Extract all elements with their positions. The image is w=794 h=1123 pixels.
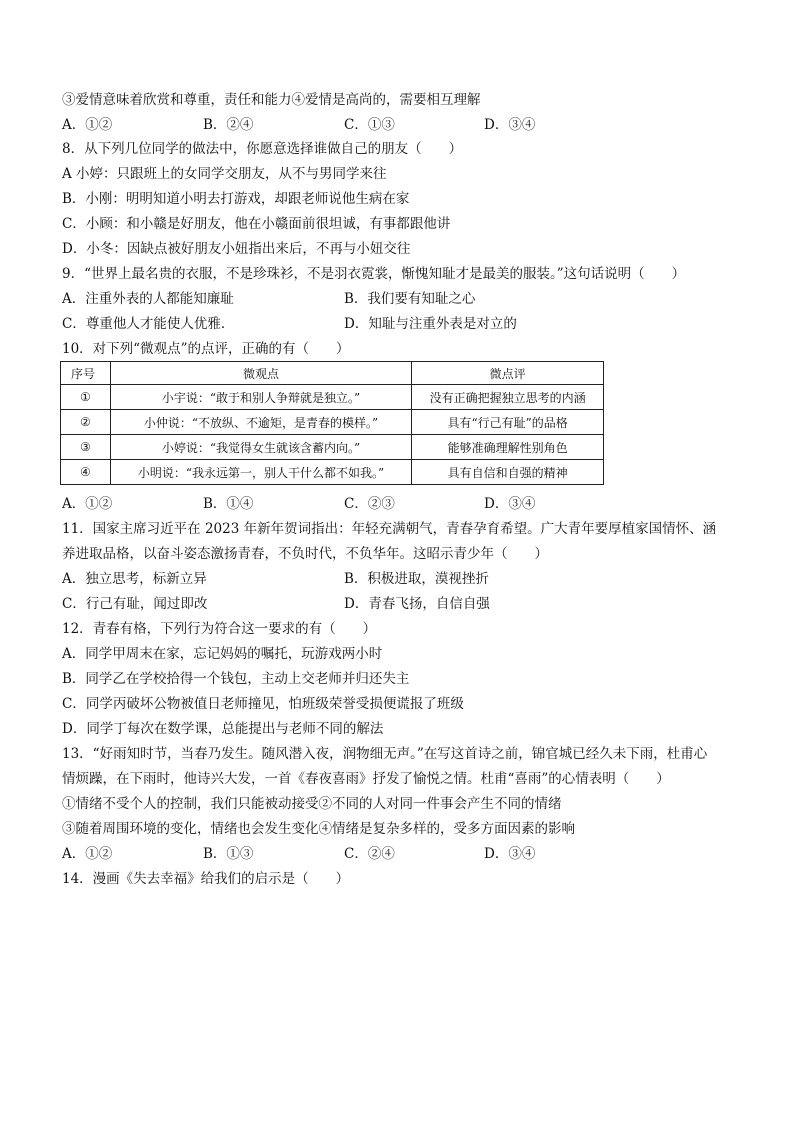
q9-stem: 9．“世界上最名贵的衣服，不是珍珠衫，不是羽衣霓裳，惭愧知耻才是最美的服装。”这句话说明（ ）: [62, 266, 686, 282]
q10-stem: 10．对下列“微观点”的点评，正确的有（ ）: [62, 341, 350, 357]
row-comment: 具有“行己有耻”的品格: [412, 410, 604, 435]
q9-option-c: C．尊重他人才能使人优雅．: [62, 316, 235, 332]
q13-option-a: A．①②: [62, 846, 113, 862]
q10-option-c: C．②③: [344, 496, 395, 512]
q7-statements: ③爱情意味着欣赏和尊重，责任和能力④爱情是高尚的，需要相互理解: [62, 92, 481, 108]
table-row: [61, 385, 604, 410]
q14-stem: 14．漫画《失去幸福》给我们的启示是（ ）: [62, 871, 350, 887]
row-comment: 没有正确把握独立思考的内涵: [412, 385, 604, 410]
q13-option-b: B．①③: [203, 846, 254, 862]
q13-stem-line1: 13．“好雨知时节，当春乃发生。随风潜入夜，润物细无声。”在写这首诗之前，锦官城已经久未下雨，杜甫心: [62, 746, 708, 762]
q11-option-d: D．青春飞扬，自信自强: [344, 596, 490, 612]
q13-statements-2: ③随着周围环境的变化，情绪也会发生变化④情绪是复杂多样的，受多方面因素的影响: [62, 821, 575, 837]
header-index: 序号: [61, 362, 111, 385]
row-index: ③: [61, 435, 111, 460]
table-row: [61, 460, 604, 485]
q8-option-b: B．小刚：明明知道小明去打游戏，却跟老师说他生病在家: [62, 191, 410, 207]
q7-option-d: D．③④: [484, 117, 536, 133]
row-index: ④: [61, 460, 111, 485]
q7-option-c: C．①③: [344, 117, 395, 133]
q9-option-d: D．知耻与注重外表是对立的: [344, 316, 517, 332]
q9-option-b: B．我们要有知耻之心: [344, 291, 476, 307]
q12-option-d: D．同学丁每次在数学课，总能提出与老师不同的解法: [62, 721, 384, 737]
q10-option-b: B．①④: [203, 496, 254, 512]
table-row: [61, 435, 604, 460]
q13-stem-line2: 情烦躁，在下雨时，他诗兴大发，一首《春夜喜雨》抒发了愉悦之情。杜甫“喜雨”的心情表明（ ）: [62, 771, 670, 787]
header-comment: 微点评: [412, 362, 604, 385]
q12-stem: 12．青春有格，下列行为符合这一要求的有（ ）: [62, 621, 377, 637]
q8-stem: 8．从下列几位同学的做法中，你愿意选择谁做自己的朋友（ ）: [62, 141, 463, 157]
q10-option-a: A．①②: [62, 496, 113, 512]
q12-option-c: C．同学丙破坏公物被值日老师撞见，怕班级荣誉受损便谎报了班级: [62, 696, 464, 712]
q8-option-c: C．小顾：和小赣是好朋友，他在小赣面前很坦诚，有事都跟他讲: [62, 216, 451, 232]
row-comment: 能够准确理解性别角色: [412, 435, 604, 460]
q8-option-a: A 小婷：只跟班上的女同学交朋友，从不与男同学来往: [62, 166, 387, 182]
row-index: ②: [61, 410, 111, 435]
header-viewpoint: 微观点: [110, 362, 411, 385]
q11-option-a: A．独立思考，标新立异: [62, 571, 207, 587]
row-index: ①: [61, 385, 111, 410]
q13-statements-1: ①情绪不受个人的控制，我们只能被动接受②不同的人对同一件事会产生不同的情绪: [62, 796, 562, 812]
row-viewpoint: 小宇说：“敢于和别人争辩就是独立。”: [110, 385, 411, 410]
q11-stem-line2: 养进取品格，以奋斗姿态激扬青春，不负时代，不负华年。这昭示青少年（ ）: [62, 546, 548, 562]
micro-viewpoint-table: [60, 361, 604, 485]
q13-option-d: D．③④: [484, 846, 536, 862]
q8-option-d: D．小冬：因缺点被好朋友小妞指出来后，不再与小妞交往: [62, 241, 411, 257]
row-viewpoint: 小婷说：“我觉得女生就该含蓄内向。”: [110, 435, 411, 460]
q13-option-c: C．②④: [344, 846, 395, 862]
q7-option-b: B．②④: [203, 117, 254, 133]
row-viewpoint: 小仲说：“不放纵、不逾矩，是青春的模样。”: [110, 410, 411, 435]
row-comment: 具有自信和自强的精神: [412, 460, 604, 485]
row-viewpoint: 小明说：“我永远第一，别人干什么都不如我。”: [110, 460, 411, 485]
q12-option-b: B．同学乙在学校拾得一个钱包，主动上交老师并归还失主: [62, 671, 410, 687]
q11-option-b: B．积极进取，漠视挫折: [344, 571, 489, 587]
table-row: [61, 410, 604, 435]
q11-option-c: C．行己有耻，闻过即改: [62, 596, 208, 612]
table-header-row: [61, 362, 604, 385]
q7-option-a: A．①②: [62, 117, 113, 133]
q10-option-d: D．③④: [484, 496, 536, 512]
q12-option-a: A．同学甲周末在家，忘记妈妈的嘱托，玩游戏两小时: [62, 646, 383, 662]
q9-option-a: A．注重外表的人都能知廉耻: [62, 291, 234, 307]
q11-stem-line1: 11．国家主席习近平在 2023 年新年贺词指出：年轻充满朝气，青春孕育希望。广大青年要厚植家国情怀、涵: [62, 521, 717, 537]
